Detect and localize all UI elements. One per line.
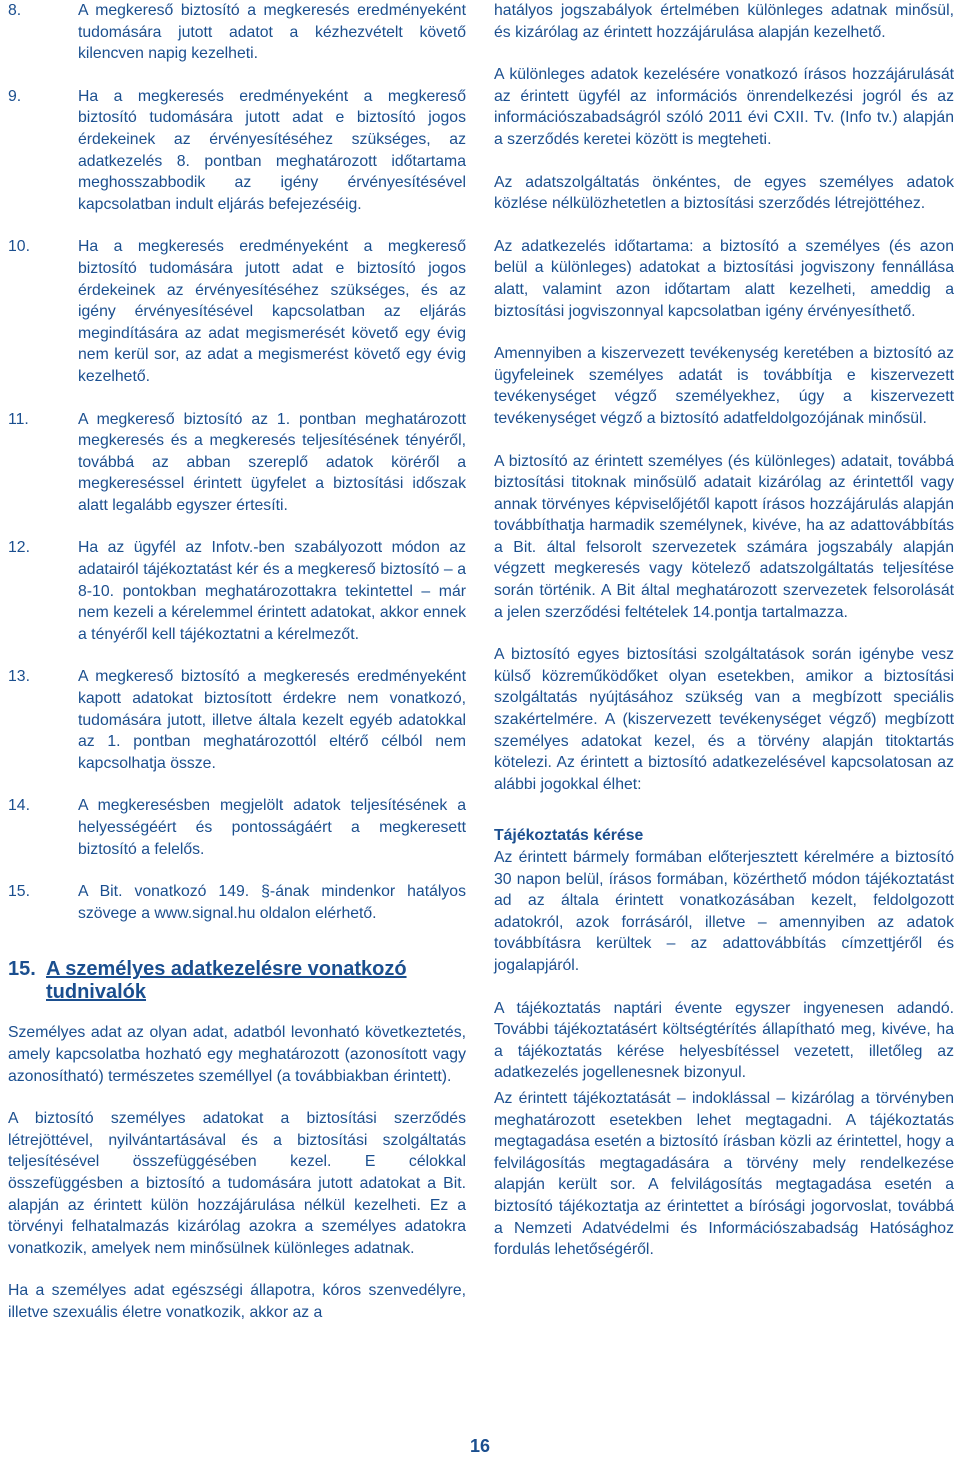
- list-item-text: A megkereső biztosító a megkeresés eredményeként tudomására jutott adatot a kézhezvételt követő kilencven napig kezelheti.: [78, 2, 466, 63]
- right-column: [494, 0, 954, 1261]
- paragraph: A biztosító az érintett személyes (és különleges) adatait, továbbá biztosítási titoknak minősülő adatait kizárólag az érintettől vagy annak törvényes képviselőjétől kapott írásos hozzájárulás alapján továbbíthatja harmadik személynek, kivéve, ha az adattovábbítás a Bit. által felsorolt szervezetek számára jogszabály alapján végzett megkeresés vagy kötelező adatszolgáltatás teljesítése során történik. A Bit által meghatározott szervezetek felsorolását a jelen szerződési feltételek 14.pontja tartalmazza.: [494, 452, 954, 621]
- paragraph: Személyes adat az olyan adat, adatból levonható következtetés, amely kapcsolatba hozható egy meghatározott (azonosított vagy azonosítható) természetes személlyel (a továbbiakban érintett).: [8, 1024, 466, 1085]
- paragraph: A biztosító személyes adatokat a biztosítási szerződés létrejöttével, nyilvántartásával és a biztosítási szolgáltatás teljesítésével összefüggésében kezel. E célokkal összefüggésben a biztosító a tudomására jutott adatokat a Bit. alapján az érintett külön hozzájárulása nélkül kezelheti. Ez a törvényi felhatalmazás kizárólag azokra a személyes adatokra vonatkozik, amelyek nem minősülnek különleges adatnak.: [8, 1110, 466, 1257]
- list-item-text: A Bit. vonatkozó 149. §-ának mindenkor hatályos szövege a www.signal.hu oldalon elérhető.: [78, 883, 466, 922]
- list-item: [8, 666, 466, 774]
- paragraph: Az adatkezelés időtartama: a biztosító a személyes (és azon belül a különleges) adatokat a biztosítási jogviszony fennállása alatt, valamint azon időtartam alatt kezelheti, ameddig a biztosítási jogviszonnyal kapcsolatban igény érvényesíthető.: [494, 237, 954, 320]
- list-item-number: 8.: [8, 2, 22, 19]
- paragraph: Az érintett tájékoztatását – indoklással – kizárólag a törvényben meghatározott esetekben lehet megtagadni. A tájékoztatás megtagadása esetén a biztosító írásban közli az érintettel, hogy a felvilágosítás megtagadására a törvény mely rendelkezése alapján került sor. A felvilágosítás megtagadása esetén a biztosító tájékoztatja az érintettet a bírósági jogorvoslat, továbbá a Nemzeti Adatvédelmi és Információszabadság Hatósághoz fordulás lehetőségéről.: [494, 1089, 954, 1259]
- list-item-number: 9.: [8, 87, 22, 105]
- paragraph: A különleges adatok kezelésére vonatkozó írásos hozzájárulását az érintett ügyfél az információs önrendelkezési jogról és az információszabadságról szóló 2011 évi CXII. Tv. (Info tv.) alapján a szerződés keretei között is megteheti.: [494, 66, 954, 148]
- list-item: [8, 86, 466, 216]
- paragraph: A tájékoztatás naptári évente egyszer ingyenesen adandó. További tájékoztatásért költségtérítés állapítható meg, kivéve, ha a tájékoztatás kérése helyesbítéssel vezetett, illetőleg az adatkezelés jogellenesnek bizonyul.: [494, 999, 954, 1082]
- paragraph: hatályos jogszabályok értelmében különleges adatnak minősül, és kizárólag az érintett hozzájárulása alapján kezelhető.: [494, 2, 954, 41]
- page-number: 16: [469, 1436, 491, 1456]
- list-item: [8, 881, 466, 924]
- paragraph: Az érintett bármely formában előterjesztett kérelmére a biztosító 30 napon belül, írásos formában, közérthető módon tájékoztatást ad az általa érintett vonatkozásában kezelt, feldolgozott adatokról, azok forrásáról, illetve – amennyiben az adatok továbbításra kerültek – az adattovábbítás címzettjéről és jogalapjáról.: [494, 849, 954, 974]
- list-item-text: Ha az ügyfél az Infotv.-ben szabályozott módon az adatairól tájékoztatást kér és a megkereső biztosító – a 8-10. pontokban meghatározottakra tekintettel – már nem kezeli a kérelemmel érintett adatokat, akkor ennek a tényéről kell tájékoztatni a kérelmezőt.: [78, 539, 466, 643]
- section-heading: [8, 958, 466, 1004]
- list-item: [8, 236, 466, 387]
- list-item-number: 14.: [8, 797, 30, 815]
- list-item-number: 13.: [8, 668, 30, 686]
- paragraph: Ha a személyes adat egészségi állapotra, kóros szenvedélyre, illetve szexuális életre vonatkozik, akkor az a: [8, 1282, 466, 1321]
- list-item: [8, 795, 466, 860]
- list-item-text: Ha a megkeresés eredményeként a megkereső biztosító tudomására jutott adat e biztosító jogos érdekeinek az érvényesítéséhez szükséges, az adatkezelés 8. pontban meghatározott időtartama meghosszabbodik az igény érvényesítésével kapcsolatban indult eljárás befejezéséig.: [78, 87, 466, 213]
- list-item-text: A megkereső biztosító a megkeresés eredményeként kapott adatokat biztosított érdekre nem vonatkozó, tudomására jutott, illetve általa kezelt egyéb adatokkal az 1. pontban meghatározottól eltérő célból nem kapcsolhatja össze.: [78, 668, 466, 772]
- section-number: 15.: [8, 958, 36, 981]
- list-item: [8, 409, 466, 517]
- left-column: [8, 0, 466, 1324]
- paragraph: A biztosító egyes biztosítási szolgáltatások során igénybe vesz külső közreműködőket olyan esetekben, amikor a biztosítási szolgáltatás nyújtásához szükség van a megbízott speciális szakértelmére. A (kiszervezett tevékenységet végző) megbízott személyes adatokat kezel, és a törvény alapján titoktartás kötelezi. Az érintett a biztosító adatkezelésével kapcsolatosan az alábbi jogokkal élhet:: [494, 646, 954, 793]
- list-item-text: A megkeresésben megjelölt adatok teljesítésének a helyességéért és pontosságáért a megkeresett biztosító a felelős.: [78, 797, 466, 858]
- section-title: A személyes adatkezelésre vonatkozó tudnivalók: [46, 958, 407, 1004]
- subheading: Tájékoztatás kérése: [494, 827, 644, 845]
- list-item-text: Ha a megkeresés eredményeként a megkereső biztosító tudomására jutott adat e biztosító jogos érdekeinek az érvényesítéséhez szükséges, és az igény érvényesítésével kapcsolatban az eljárás megindítására az adat megismerését követő egy évig nem kerül sor, az adat a megismerést követő egy évig kezelhető.: [78, 238, 466, 385]
- list-item: [8, 0, 466, 65]
- paragraph: Az adatszolgáltatás önkéntes, de egyes személyes adatok közlése nélkülözhetetlen a biztosítási szerződés létrejöttéhez.: [494, 173, 954, 213]
- paragraph: Amennyiben a kiszervezett tevékenység keretében a biztosító az ügyfeleinek személyes adatát is továbbítja e kiszervezett tevékenységet végző személyekhez, úgy a kiszervezett tevékenységet végző a biztosító adatfeldolgozójának minősül.: [494, 345, 954, 427]
- list-item: [8, 537, 466, 645]
- list-item-number: 10.: [8, 238, 30, 256]
- list-item-number: 11.: [8, 410, 29, 428]
- list-item-number: 12.: [8, 539, 30, 557]
- list-item-text: A megkereső biztosító az 1. pontban meghatározott megkeresés és a megkeresés teljesítésének tényéről, továbbá az abban szereplő adatok köréről a megkereséssel érintett ügyfelet a biztosítási időszak alatt legalább egyszer értesíti.: [78, 410, 466, 514]
- list-item-number: 15.: [8, 883, 30, 901]
